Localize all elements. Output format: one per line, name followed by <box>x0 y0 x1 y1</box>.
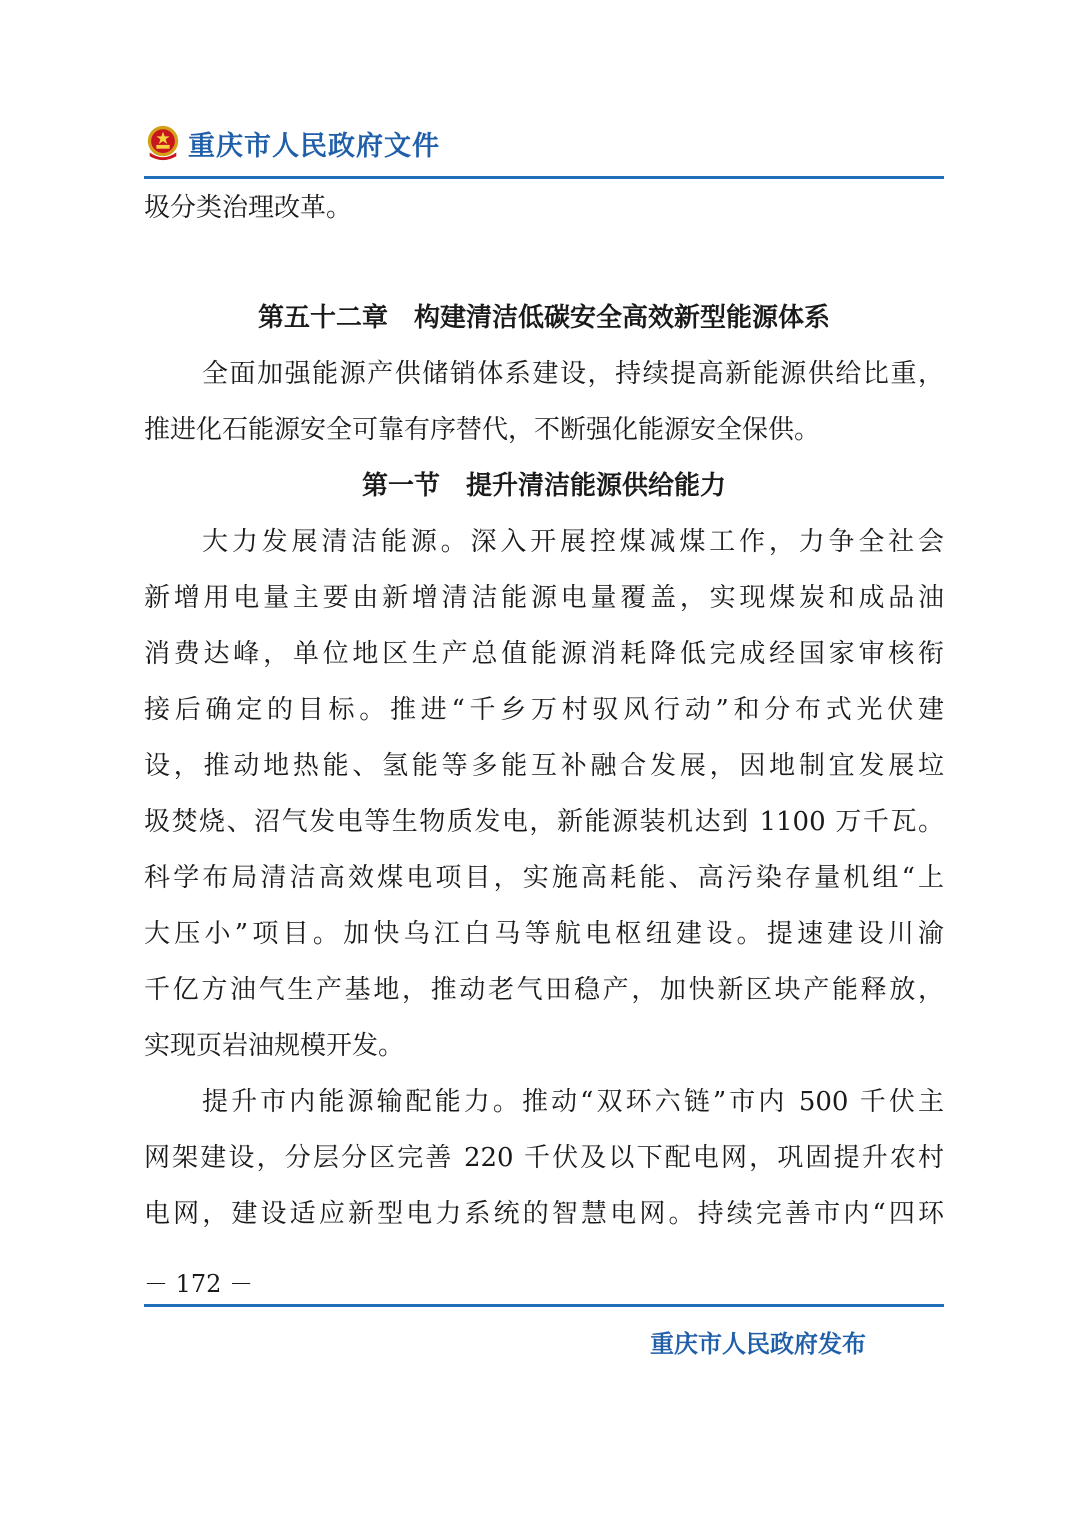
paragraph-line: 提升市内能源输配能力。推动“双环六链”市内 500 千伏主 <box>202 1087 944 1117</box>
paragraph-line: 新增用电量主要由新增清洁能源电量覆盖，实现煤炭和成品油 <box>144 583 944 613</box>
document-header <box>144 118 944 168</box>
intro-line: 推进化石能源安全可靠有序替代，不断强化能源安全保供。 <box>144 415 821 445</box>
paragraph-line: 大压小”项目。加快乌江白马等航电枢纽建设。提速建设川渝 <box>144 919 944 949</box>
document-body <box>144 180 944 1242</box>
paragraph-line: 圾焚烧、沼气发电等生物质发电，新能源装机达到 1100 万千瓦。 <box>144 807 944 837</box>
header-title: 重庆市人民政府文件 <box>188 130 440 162</box>
paragraph-line: 电网，建设适应新型电力系统的智慧电网。持续完善市内“四环 <box>144 1199 944 1229</box>
intro-line: 全面加强能源产供储销体系建设，持续提高新能源供给比重， <box>202 359 944 389</box>
paragraph-line: 接后确定的目标。推进“千乡万村驭风行动”和分布式光伏建 <box>144 695 944 725</box>
paragraph-line: 设，推动地热能、氢能等多能互补融合发展，因地制宜发展垃 <box>144 751 944 781</box>
paragraph-line: 消费达峰，单位地区生产总值能源消耗降低完成经国家审核衔 <box>144 639 944 669</box>
national-emblem-icon <box>144 124 182 162</box>
continuation-line: 圾分类治理改革。 <box>144 193 353 223</box>
page-number: － 172 － <box>144 1270 254 1298</box>
footer-publisher: 重庆市人民政府发布 <box>650 1330 866 1358</box>
header-divider <box>144 176 944 179</box>
paragraph-line: 科学布局清洁高效煤电项目，实施高耗能、高污染存量机组“上 <box>144 863 944 893</box>
paragraph-line: 大力发展清洁能源。深入开展控煤减煤工作，力争全社会 <box>202 527 944 557</box>
section-title: 第一节 提升清洁能源供给能力 <box>361 471 726 501</box>
paragraph-line: 千亿方油气生产基地，推动老气田稳产，加快新区块产能释放， <box>144 975 944 1005</box>
chapter-title: 第五十二章 构建清洁低碳安全高效新型能源体系 <box>257 303 830 333</box>
paragraph-line: 网架建设，分层分区完善 220 千伏及以下配电网，巩固提升农村 <box>144 1143 944 1173</box>
paragraph-line: 实现页岩油规模开发。 <box>144 1031 405 1061</box>
footer-divider <box>144 1304 944 1307</box>
